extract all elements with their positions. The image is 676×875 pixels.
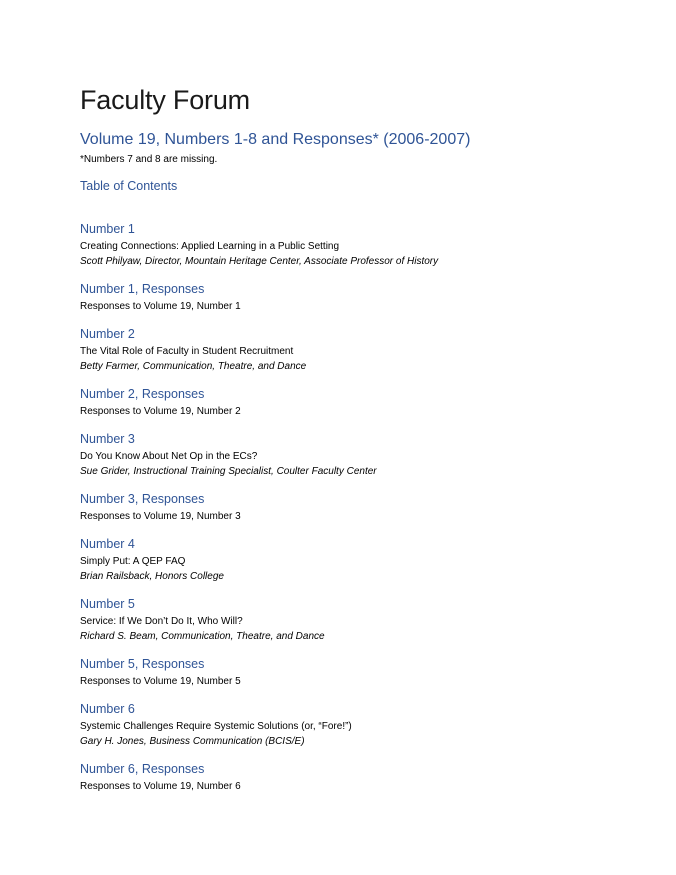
entry-title: Simply Put: A QEP FAQ [80,556,186,567]
entry-title: Systemic Challenges Require Systemic Solutions (or, “Fore!”) [80,721,352,732]
entry-heading: Number 1, Responses [80,282,205,296]
entry-heading: Number 3, Responses [80,492,205,506]
entry-title: Service: If We Don’t Do It, Who Will? [80,616,243,627]
entry-author: Richard S. Beam, Communication, Theatre, and Dance [80,631,325,642]
toc-entry [80,326,640,374]
document-subtitle: Volume 19, Numbers 1-8 and Responses* (2006-2007) [80,131,471,148]
entry-title: The Vital Role of Faculty in Student Recruitment [80,346,294,357]
entry-title: Responses to Volume 19, Number 5 [80,676,241,687]
toc-entry [80,656,640,689]
entry-title: Responses to Volume 19, Number 3 [80,511,241,522]
entry-heading: Number 3 [80,432,135,446]
entry-title: Responses to Volume 19, Number 1 [80,301,241,312]
toc-entry [80,386,640,419]
toc-entry [80,761,640,794]
toc-entry [80,281,640,314]
entry-title: Responses to Volume 19, Number 6 [80,781,241,792]
toc-entry [80,701,640,749]
entry-author: Sue Grider, Instructional Training Specialist, Coulter Faculty Center [80,466,377,477]
toc-entry [80,431,640,479]
entry-heading: Number 2 [80,327,135,341]
document-title: Faculty Forum [80,85,250,115]
toc-entry [80,596,640,644]
entry-author: Scott Philyaw, Director, Mountain Heritage Center, Associate Professor of History [80,256,439,267]
entry-heading: Number 1 [80,222,135,236]
entry-heading: Number 6 [80,702,135,716]
entry-title: Responses to Volume 19, Number 2 [80,406,241,417]
table-of-contents-heading: Table of Contents [80,179,178,193]
entry-title: Creating Connections: Applied Learning in a Public Setting [80,241,340,252]
toc-entry [80,221,640,269]
entry-heading: Number 6, Responses [80,762,205,776]
missing-issues-note: *Numbers 7 and 8 are missing. [80,154,218,165]
entry-heading: Number 5, Responses [80,657,205,671]
entry-heading: Number 2, Responses [80,387,205,401]
document-page [80,82,640,806]
toc-entry [80,536,640,584]
entry-author: Betty Farmer, Communication, Theatre, and Dance [80,361,307,372]
entry-author: Brian Railsback, Honors College [80,571,224,582]
entry-author: Gary H. Jones, Business Communication (BCIS/E) [80,736,305,747]
entry-heading: Number 4 [80,537,135,551]
entry-heading: Number 5 [80,597,135,611]
toc-entry [80,491,640,524]
entry-title: Do You Know About Net Op in the ECs? [80,451,258,462]
table-of-contents-list [80,221,640,794]
